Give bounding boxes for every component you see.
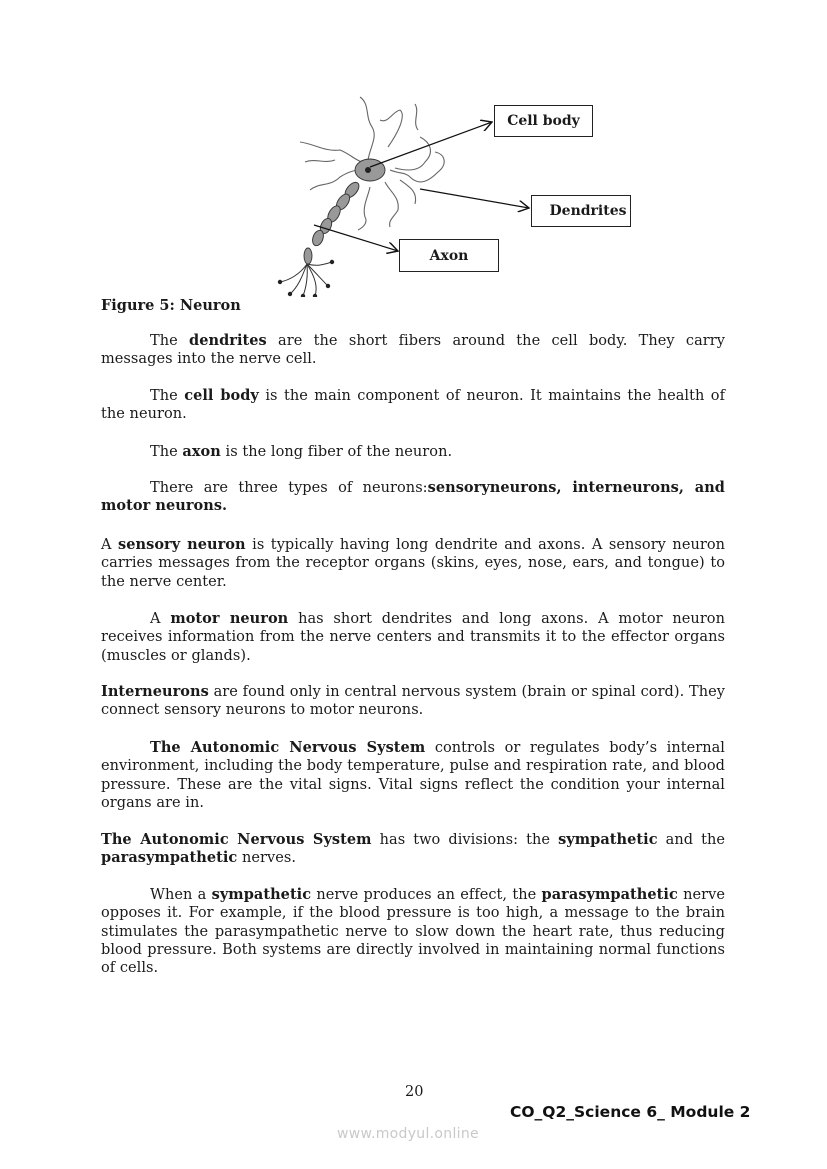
term-sympathetic: sympathetic — [211, 886, 312, 903]
text: nerve produces an effect, the — [311, 887, 542, 903]
text: is typically having long dendrite and axons. A sensory neuron carries messages from the receptor organs (skins, eyes, nose, ears, and tongue) to the nerve center. — [101, 537, 725, 590]
term-axon: axon — [182, 443, 221, 460]
axon-label: Axon — [399, 239, 499, 272]
term-autonomic-nervous-system: The Autonomic Nervous System — [150, 739, 426, 756]
dendrites-label: Dendrites — [531, 195, 631, 227]
text: nerve opposes it. For example, if the blood pressure is too high, a message to the brain stimulates the parasympathetic nerve to slow down the heart rate, thus reducing blood pressure. Both systems are directly involved in maintaining normal functions of cells. — [101, 887, 725, 977]
text: nerves. — [237, 850, 296, 867]
text: is the long fiber of the neuron. — [220, 444, 453, 460]
cell-body-label: Cell body — [494, 105, 593, 137]
paragraph-cell-body — [101, 387, 725, 424]
neuron-figure — [270, 92, 640, 297]
term-parasympathetic: parasympathetic — [541, 886, 678, 903]
figure-caption: Figure 5: Neuron — [101, 297, 241, 314]
term-neuron-types: sensoryneurons, interneurons, and motor neurons. — [101, 479, 726, 515]
text: When a — [150, 887, 212, 903]
term-parasympathetic: parasympathetic — [101, 849, 238, 867]
paragraph-axon — [101, 443, 725, 461]
text: A — [150, 611, 171, 627]
paragraph-interneurons — [101, 683, 725, 720]
term-cell-body: cell body — [184, 387, 259, 404]
paragraph-autonomic — [101, 739, 725, 812]
text: The — [150, 333, 190, 349]
text: are the short fibers around the cell body. They carry messages into the nerve cell. — [101, 333, 725, 368]
term-sensory-neuron: sensory neuron — [118, 536, 246, 553]
paragraph-dendrites — [101, 332, 725, 369]
paragraph-divisions — [101, 831, 725, 868]
text: controls or regulates body’s internal environment, including the body temperature, pulse and respiration rate, and blood pressure. These are the vital signs. Vital signs reflect the condition your internal organs are in. — [101, 740, 725, 811]
page-number: 20 — [405, 1084, 424, 1100]
watermark: www.modyul.online — [337, 1126, 479, 1142]
text: is the main component of neuron. It maintains the health of the neuron. — [101, 388, 725, 423]
text: The — [150, 444, 183, 460]
text: has short dendrites and long axons. A motor neuron receives information from the nerve centers and transmits it to the effector organs (muscles or glands). — [101, 611, 725, 664]
text: are found only in central nervous system (brain or spinal cord). They connect sensory neurons to motor neurons. — [101, 684, 725, 719]
paragraph-motor-neuron — [101, 610, 725, 665]
term-interneurons: Interneurons — [101, 683, 209, 700]
term-sympathetic: sympathetic — [558, 831, 658, 848]
paragraph-neuron-types — [101, 479, 725, 516]
module-code: CO_Q2_Science 6_ Module 2 — [510, 1103, 751, 1121]
text: The — [150, 388, 185, 404]
term-dendrites: dendrites — [189, 332, 267, 349]
term-motor-neuron: motor neuron — [170, 610, 289, 627]
text: and the — [657, 832, 726, 848]
paragraph-sympathetic-effect — [101, 886, 725, 977]
text: There are three types of neurons: — [150, 480, 428, 496]
term-autonomic-nervous-system: The Autonomic Nervous System — [101, 831, 372, 848]
text: has two divisions: the — [371, 832, 559, 848]
paragraph-sensory-neuron — [101, 536, 725, 591]
text: A — [101, 537, 119, 553]
